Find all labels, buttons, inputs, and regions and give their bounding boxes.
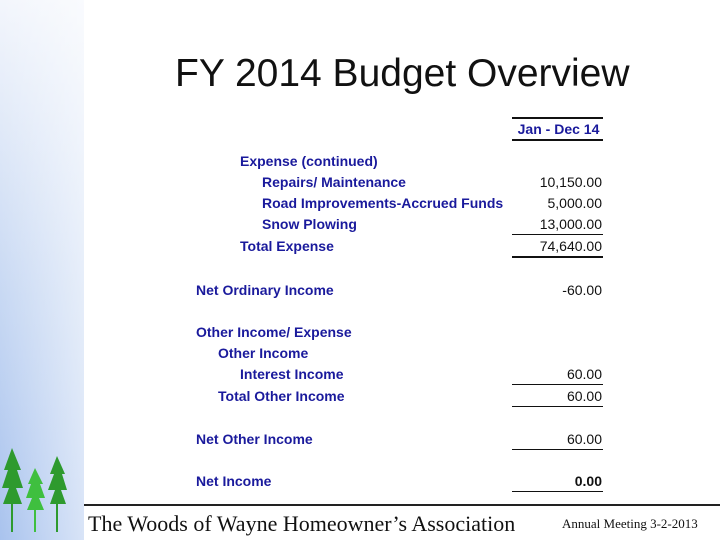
row-value-repairs: 10,150.00 — [539, 174, 602, 190]
net-income-rule — [512, 491, 603, 492]
row-value-net-ordinary: -60.00 — [562, 282, 602, 298]
row-label-net-income: Net Income — [196, 473, 272, 489]
row-label-net-ordinary: Net Ordinary Income — [196, 282, 334, 298]
row-label-net-other: Net Other Income — [196, 431, 313, 447]
row-value-interest: 60.00 — [566, 366, 602, 382]
net-other-rule — [512, 449, 603, 450]
row-label-total-expense: Total Expense — [240, 238, 334, 254]
footer-meeting-date: Annual Meeting 3-2-2013 — [562, 516, 698, 531]
row-value-net-other: 60.00 — [566, 431, 602, 447]
tree-left-icon — [2, 448, 23, 532]
footer-divider — [84, 504, 720, 506]
row-value-total-expense: 74,640.00 — [539, 238, 602, 254]
row-label-snow: Snow Plowing — [262, 216, 357, 232]
row-value-road: 5,000.00 — [547, 195, 602, 211]
tree-right-icon — [48, 456, 67, 532]
interest-rule — [512, 384, 603, 385]
footer-organization: The Woods of Wayne Homeowner’s Association — [88, 511, 516, 536]
tree-middle-icon — [26, 468, 45, 532]
header-top-rule — [512, 117, 603, 119]
row-label-total-other: Total Other Income — [218, 388, 345, 404]
row-label-other-income: Other Income — [218, 345, 309, 361]
row-label-other-income-expense: Other Income/ Expense — [196, 324, 352, 340]
row-value-net-income: 0.00 — [574, 473, 602, 489]
snow-rule — [512, 234, 603, 235]
row-value-snow: 13,000.00 — [539, 216, 602, 232]
row-label-expense-continued: Expense (continued) — [240, 153, 378, 169]
total-other-rule — [512, 406, 603, 407]
trees-logo-icon — [0, 440, 84, 540]
row-label-interest: Interest Income — [240, 366, 344, 382]
row-value-total-other: 60.00 — [566, 388, 602, 404]
slide-title: FY 2014 Budget Overview — [175, 52, 630, 95]
column-header: Jan - Dec 14 — [517, 121, 600, 137]
total-expense-rule — [512, 256, 603, 258]
row-label-road: Road Improvements-Accrued Funds — [262, 195, 504, 211]
row-label-repairs: Repairs/ Maintenance — [262, 174, 406, 190]
header-bottom-rule — [512, 139, 603, 141]
